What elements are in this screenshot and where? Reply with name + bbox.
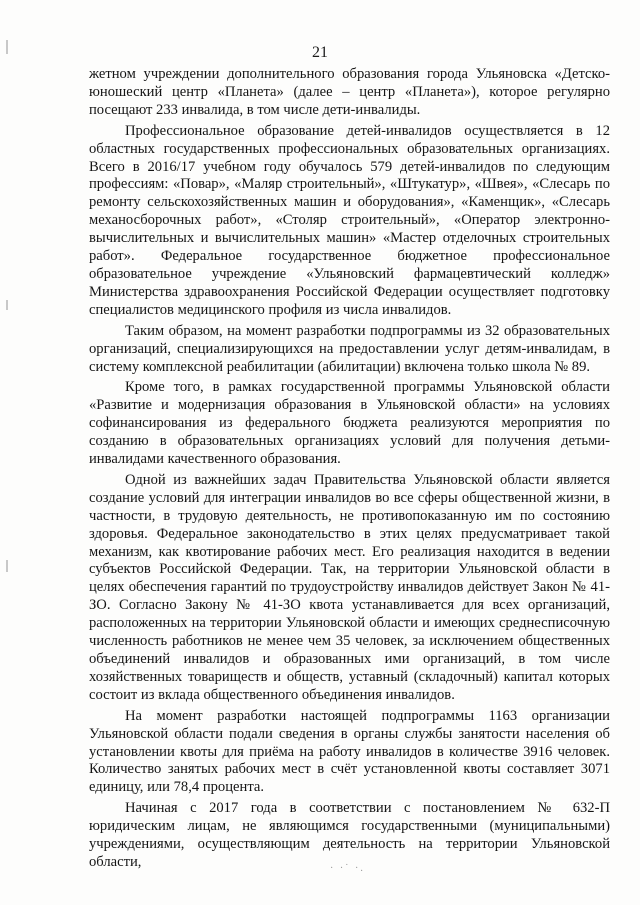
paragraph: Профессиональное образование детей-инвалидов осуществляется в 12 областных государственных профессиональных образовательных организациях. Всего в 2016/17 учебном году обучалось 579 детей-инвалидов по следующим профессиям: «Повар», «Маляр строительный», «Штукатур», «Швея», «Слесарь по ремонту сельскохозяйственных машин и оборудования», «Каменщик», «Слесарь механосборочных работ», «Столяр строительный», «Оператор электронно-вычислительных и вычислительных машин» «Мастер отделочных строительных работ». Федеральное государственное бюджетное профессиональное образовательное учреждение «Ульяновский фармацевтический колледж» Министерства здравоохранения Российской Федерации осуществляет подготовку специалистов медицинского профиля из числа инвалидов. bbox=[89, 122, 610, 318]
paragraph: Таким образом, на момент разработки подпрограммы из 32 образовательных организаций, специализирующихся на предоставлении услуг детям-инвалидам, в систему комплексной реабилитации (абилитации) включена только школа № 89. bbox=[89, 322, 610, 375]
paragraph: На момент разработки настоящей подпрограммы 1163 организации Ульяновской области подали сведения в органы службы занятости населения об установлении квоты для приёма на работу инвалидов в количестве 3916 человек. Количество занятых рабочих мест в счёт установленной квоты составляет 3071 единицу, или 78,4 процента. bbox=[89, 707, 610, 796]
scan-margin-mark bbox=[6, 560, 8, 572]
page-number: 21 bbox=[312, 44, 328, 61]
paragraph: Начиная с 2017 года в соответствии с постановлением № 632-П юридическим лицам, не являющимся государственными (муниципальными) учреждениями, осуществляющим деятельность на территории Ульяновской области, bbox=[89, 800, 610, 870]
paragraph-continuation: жетном учреждении дополнительного образования города Ульяновска «Детско-юношеский центр «Планета» (далее – центр «Планета»), которое регулярно посещают 233 инвалида, в том числе дети-инвалиды. bbox=[89, 66, 610, 118]
paragraph: Кроме того, в рамках государственной программы Ульяновской области «Развитие и модернизация образования в Ульяновской области» на условиях софинансирования из федерального бюджета реализуются мероприятия по созданию в образовательных организациях условий для получения детьми-инвалидами качественного образования. bbox=[89, 379, 610, 468]
paragraph: Одной из важнейших задач Правительства Ульяновской области является создание условий для интеграции инвалидов во все сферы общественной жизни, в частности, в трудовую деятельность, не противопоказанную им по состоянию здоровья. Федеральное законодательство в этих целях предусматривает такой механизм, как квотирование рабочих мест. Его реализация находится в ведении субъектов Российской Федерации. Так, на территории Ульяновской области в целях обеспечения гарантий по трудоустройству инвалидов действует Закон № 41-ЗО. Согласно Закону № 41-ЗО квота устанавливается для всех организаций, расположенных на территории Ульяновской области и имеющих среднесписочную численность работников не менее чем 35 человек, за исключением общественных объединений инвалидов и образованных ими организаций, в том числе хозяйственных товариществ и обществ, уставный (складочный) капитал которых состоит из вклада общественного объединения инвалидов. bbox=[89, 471, 610, 703]
scan-margin-mark bbox=[6, 300, 8, 310]
scan-artifact: · ·˙ ·. bbox=[330, 863, 365, 874]
document-body bbox=[89, 66, 610, 875]
